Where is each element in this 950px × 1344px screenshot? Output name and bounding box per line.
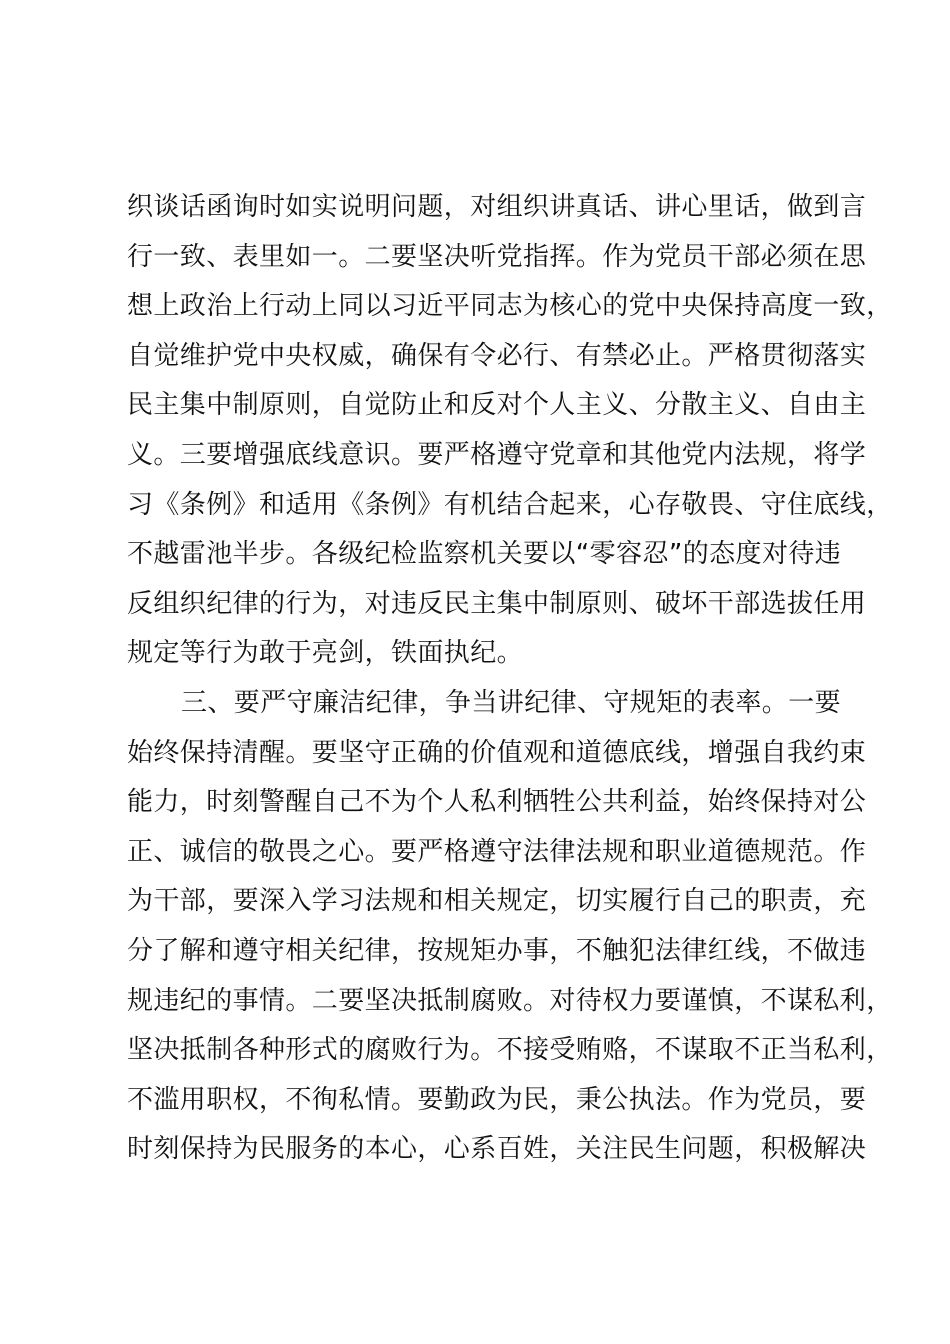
text-line: 自觉维护党中央权威，确保有令必行、有禁必止。严格贯彻落实 xyxy=(127,340,867,371)
text-line: 习《条例》和适用《条例》有机结合起来，心存敬畏、守住底线， xyxy=(127,489,893,520)
section-heading-line: 三、要严守廉洁纪律，争当讲纪律、守规矩的表率。一要 xyxy=(181,687,842,718)
text-line: 正、诚信的敬畏之心。要严格遵守法律法规和职业道德规范。作 xyxy=(127,836,867,867)
text-line: 能力，时刻警醒自己不为个人私利牺牲公共利益，始终保持对公 xyxy=(127,787,867,818)
text-line: 时刻保持为民服务的本心，心系百姓，关注民生问题，积极解决 xyxy=(127,1134,867,1165)
text-line: 规违纪的事情。二要坚决抵制腐败。对待权力要谨慎，不谋私利， xyxy=(127,985,893,1016)
text-line: 坚决抵制各种形式的腐败行为。不接受贿赂，不谋取不正当私利， xyxy=(127,1035,893,1066)
text-line: 始终保持清醒。要坚守正确的价值观和道德底线，增强自我约束 xyxy=(127,737,867,768)
text-line: 想上政治上行动上同以习近平同志为核心的党中央保持高度一致， xyxy=(127,291,893,322)
text-line: 反组织纪律的行为，对违反民主集中制原则、破坏干部选拔任用 xyxy=(127,588,867,619)
body-text xyxy=(127,183,893,1175)
text-line: 不滥用职权，不徇私情。要勤政为民，秉公执法。作为党员，要 xyxy=(127,1084,867,1115)
text-line: 行一致、表里如一。二要坚决听党指挥。作为党员干部必须在思 xyxy=(127,241,867,272)
text-line: 织谈话函询时如实说明问题，对组织讲真话、讲心里话，做到言 xyxy=(127,192,867,222)
text-line: 为干部，要深入学习法规和相关规定，切实履行自己的职责，充 xyxy=(127,886,867,917)
text-line: 不越雷池半步。各级纪检监察机关要以“零容忍”的态度对待违 xyxy=(127,539,842,570)
text-line: 分了解和遵守相关纪律，按规矩办事，不触犯法律红线，不做违 xyxy=(127,935,867,966)
text-line: 民主集中制原则，自觉防止和反对个人主义、分散主义、自由主 xyxy=(127,390,867,421)
text-line: 义。三要增强底线意识。要严格遵守党章和其他党内法规，将学 xyxy=(127,439,867,470)
text-line: 规定等行为敢于亮剑，铁面执纪。 xyxy=(127,638,524,669)
